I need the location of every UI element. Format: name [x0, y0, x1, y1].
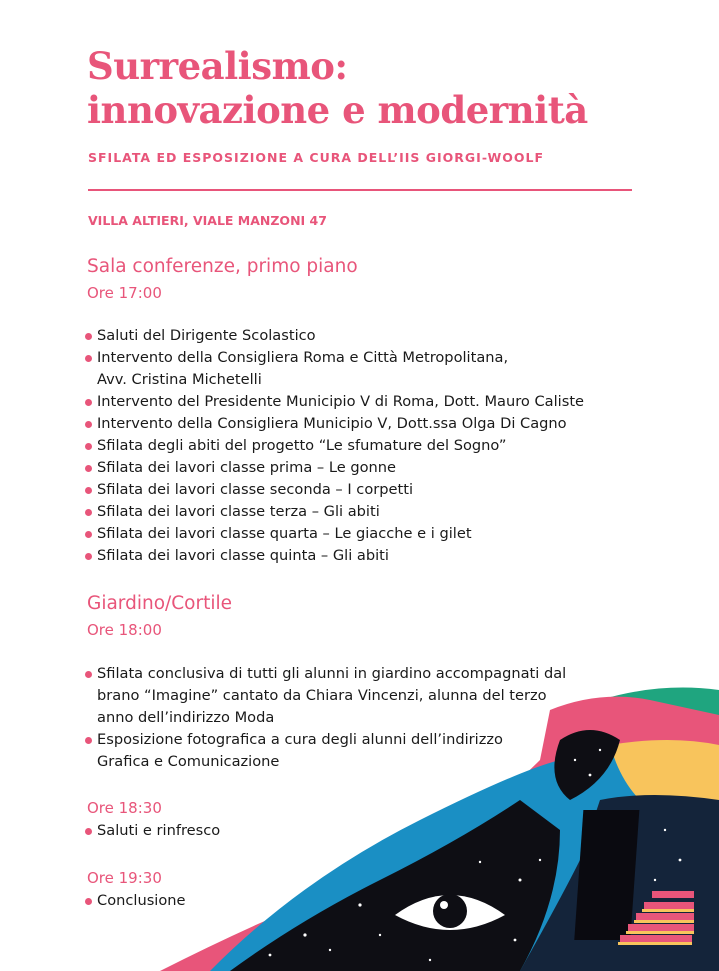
list-item: Intervento della Consigliera Roma e Città Metropolitana, Avv. Cristina Michetelli — [84, 347, 584, 391]
title-line-2: innovazione e modernità — [87, 88, 588, 132]
list-item: Sfilata dei lavori classe quinta – Gli abiti — [84, 545, 584, 567]
list-item: Intervento del Presidente Municipio V di Roma, Dott. Mauro Caliste — [84, 391, 584, 413]
list-item: Sfilata dei lavori classe prima – Le gonne — [84, 457, 584, 479]
agenda-list-conclusione — [84, 890, 186, 912]
title-line-1: Surrealismo: — [87, 44, 348, 88]
agenda-list-rinfresco — [84, 820, 220, 842]
page-title — [87, 44, 588, 132]
venue-address: VILLA ALTIERI, VIALE MANZONI 47 — [88, 213, 327, 228]
list-item: Sfilata conclusiva di tutti gli alunni in giardino accompagnati dal brano “Imagine” cantato da Chiara Vincenzi, alunna del terzo anno dell’indirizzo Moda — [84, 663, 566, 729]
list-item: Saluti e rinfresco — [84, 820, 220, 842]
time-conclusione: Ore 19:30 — [87, 869, 162, 887]
list-item: Sfilata dei lavori classe terza – Gli abiti — [84, 501, 584, 523]
list-item: Esposizione fotografica a cura degli alunni dell’indirizzo Grafica e Comunicazione — [84, 729, 566, 773]
night-sky — [230, 800, 560, 971]
list-item: Sfilata dei lavori classe quarta – Le giacche e i gilet — [84, 523, 584, 545]
agenda-list-sala — [84, 325, 584, 567]
list-item: Sfilata dei lavori classe seconda – I corpetti — [84, 479, 584, 501]
section-title-giardino: Giardino/Cortile — [87, 593, 233, 614]
time-giardino: Ore 18:00 — [87, 621, 162, 639]
time-sala: Ore 17:00 — [87, 284, 162, 302]
divider — [88, 189, 632, 191]
section-title-sala: Sala conferenze, primo piano — [87, 256, 358, 277]
list-item: Sfilata degli abiti del progetto “Le sfumature del Sogno” — [84, 435, 584, 457]
time-rinfresco: Ore 18:30 — [87, 799, 162, 817]
list-item: Intervento della Consigliera Municipio V, Dott.ssa Olga Di Cagno — [84, 413, 584, 435]
agenda-list-giardino — [84, 663, 566, 773]
subtitle: SFILATA ED ESPOSIZIONE A CURA DELL’IIS GIORGI-WOOLF — [88, 150, 545, 165]
list-item: Conclusione — [84, 890, 186, 912]
doorway-icon — [574, 810, 639, 940]
list-item: Saluti del Dirigente Scolastico — [84, 325, 584, 347]
